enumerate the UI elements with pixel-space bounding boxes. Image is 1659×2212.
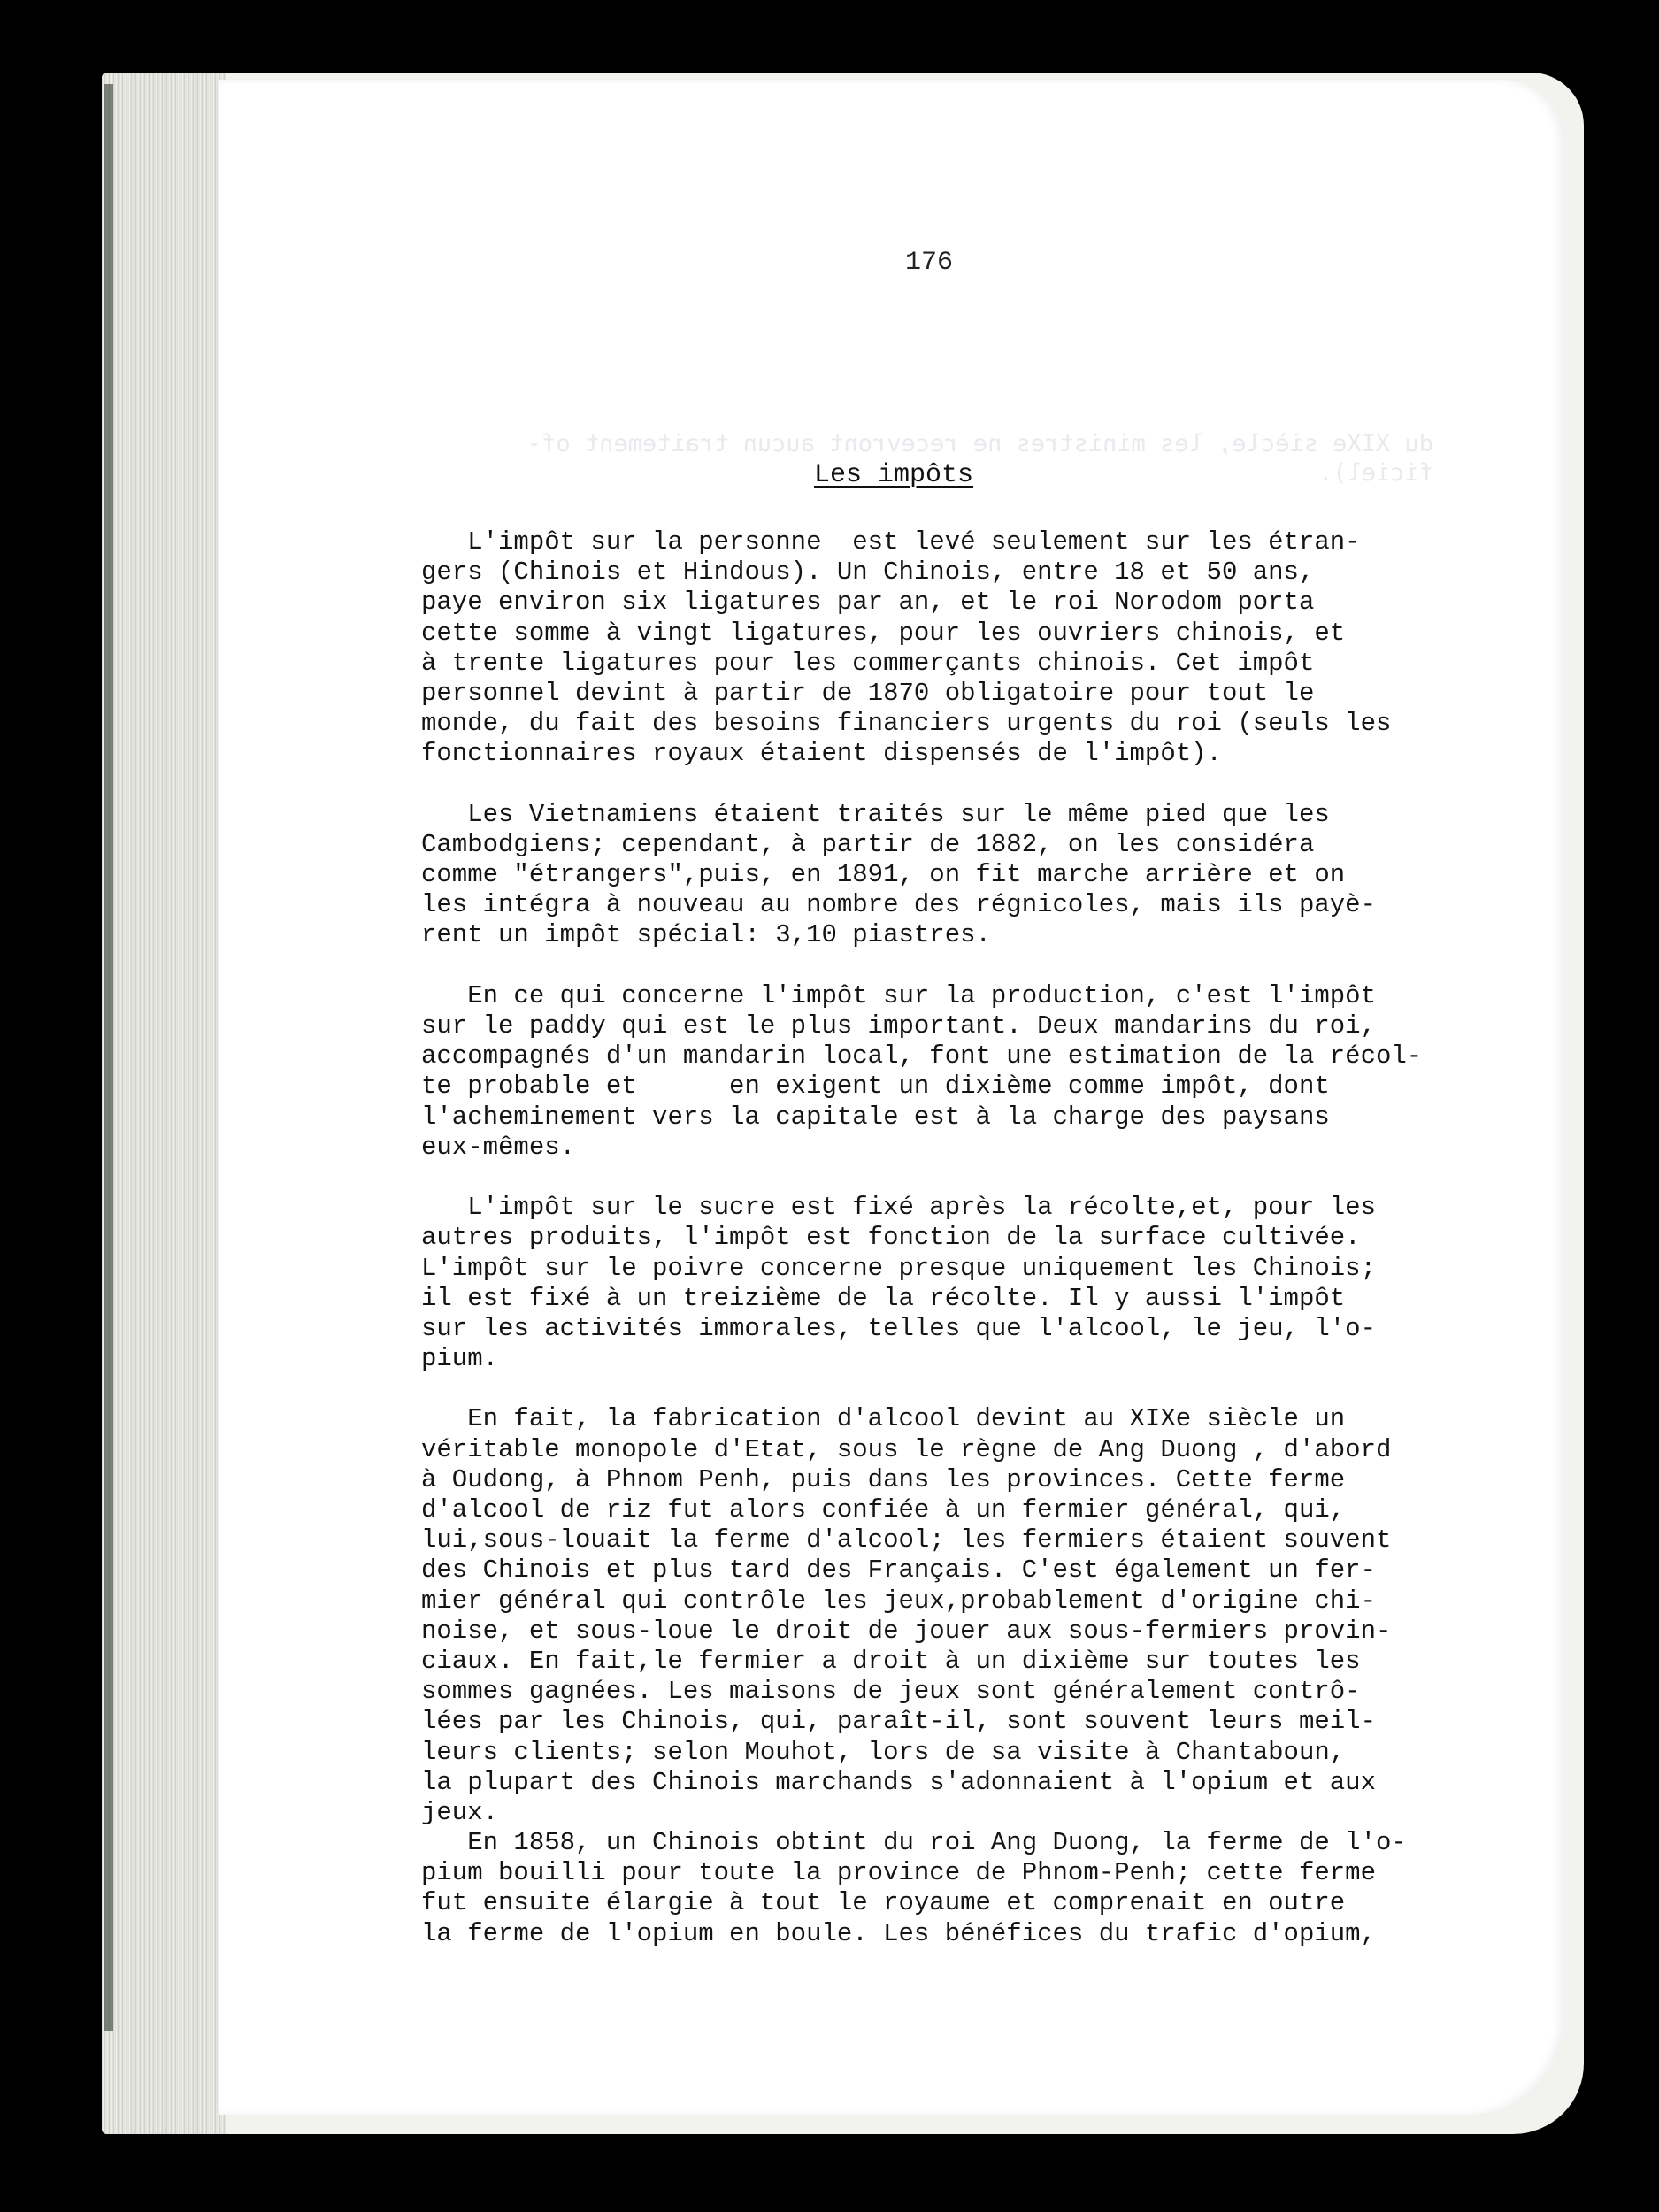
bleed-through-text: du XIXe siècle, les ministres ne recevront aucun traitement of- ficiel). [526,430,1433,487]
text-line: véritable monopole d'Etat, sous le règne de Ang Duong , d'abord [421,1434,1392,1464]
text-line: lées par les Chinois, qui, paraît-il, sont souvent leurs meil- [421,1707,1376,1737]
text-line: l'acheminement vers la capitale est à la charge des paysans [421,1102,1330,1132]
text-line: En 1858, un Chinois obtint du roi Ang Duong, la ferme de l'o- [421,1828,1407,1858]
text-line: d'alcool de riz fut alors confiée à un fermier général, qui, [421,1495,1346,1525]
section-heading: Les impôts [814,460,974,490]
text-line: il est fixé à un treizième de la récolte. Il y aussi l'impôt [421,1283,1346,1313]
text-line: la plupart des Chinois marchands s'adonnaient à l'opium et aux [421,1767,1376,1797]
text-line: L'impôt sur le sucre est fixé après la récolte,et, pour les [421,1193,1376,1223]
paragraph-spacer [421,951,1465,981]
text-line: sur le paddy qui est le plus important. Deux mandarins du roi, [421,1011,1376,1041]
text-line: sur les activités immorales, telles que l'alcool, le jeu, l'o- [421,1313,1376,1343]
text-line: L'impôt sur la personne est levé seulement sur les étran- [421,527,1361,557]
text-line: les intégra à nouveau au nombre des régnicoles, mais ils payè- [421,890,1376,920]
text-line: des Chinois et plus tard des Français. C'est également un fer- [421,1555,1376,1586]
paragraph-spacer [421,1163,1465,1193]
paragraph [421,527,1465,770]
text-line: jeux. [421,1797,499,1827]
text-line: paye environ six ligatures par an, et le roi Norodom porta [421,588,1315,618]
book-page-edges [102,73,226,2134]
text-line: ciaux. En fait,le fermier a droit à un dixième sur toutes les [421,1646,1361,1676]
text-line: En ce qui concerne l'impôt sur la production, c'est l'impôt [421,980,1376,1010]
paragraph-spacer [421,770,1465,800]
text-line: leurs clients; selon Mouhot, lors de sa visite à Chantaboun, [421,1737,1346,1767]
book-spine [104,84,113,2031]
paragraph [421,1404,1465,1948]
text-line: fonctionnaires royaux étaient dispensés de l'impôt). [421,739,1222,769]
body-text [421,527,1465,1949]
paragraph [421,981,1465,1163]
text-line: personnel devint à partir de 1870 obligatoire pour tout le [421,678,1315,708]
paragraph [421,1193,1465,1374]
text-line: lui,sous-louait la ferme d'alcool; les fermiers étaient souvent [421,1525,1392,1555]
text-line: eux-mêmes. [421,1132,576,1162]
text-line: fut ensuite élargie à tout le royaume et comprenait en outre [421,1888,1346,1918]
text-line: à trente ligatures pour les commerçants chinois. Cet impôt [421,648,1315,678]
text-line: cette somme à vingt ligatures, pour les ouvriers chinois, et [421,618,1346,648]
text-line: Les Vietnamiens étaient traités sur le même pied que les [421,799,1330,829]
text-line: comme "étrangers",puis, en 1891, on fit marche arrière et on [421,860,1346,890]
text-line: rent un impôt spécial: 3,10 piastres. [421,920,991,950]
text-line: te probable et en exigent un dixième comme impôt, dont [421,1071,1330,1102]
text-line: pium bouilli pour toute la province de Phnom-Penh; cette ferme [421,1858,1376,1888]
text-line: noise, et sous-loue le droit de jouer aux sous-fermiers provin- [421,1616,1392,1646]
text-line: pium. [421,1344,499,1374]
text-line: la ferme de l'opium en boule. Les bénéfices du trafic d'opium, [421,1918,1376,1948]
text-line: gers (Chinois et Hindous). Un Chinois, entre 18 et 50 ans, [421,557,1315,588]
text-line: accompagnés d'un mandarin local, font une estimation de la récol- [421,1041,1423,1071]
text-line: Cambodgiens; cependant, à partir de 1882, on les considéra [421,829,1315,859]
text-line: En fait, la fabrication d'alcool devint au XIXe siècle un [421,1404,1346,1434]
text-line: monde, du fait des besoins financiers urgents du roi (seuls les [421,709,1392,739]
text-line: à Oudong, à Phnom Penh, puis dans les provinces. Cette ferme [421,1464,1346,1494]
text-line: sommes gagnées. Les maisons de jeux sont généralement contrô- [421,1677,1361,1707]
text-line: L'impôt sur le poivre concerne presque uniquement les Chinois; [421,1253,1376,1283]
page-number: 176 [904,248,953,278]
text-line: autres produits, l'impôt est fonction de la surface cultivée. [421,1223,1361,1253]
paragraph-spacer [421,1374,1465,1404]
paragraph [421,800,1465,951]
text-line: mier général qui contrôle les jeux,probablement d'origine chi- [421,1586,1376,1616]
